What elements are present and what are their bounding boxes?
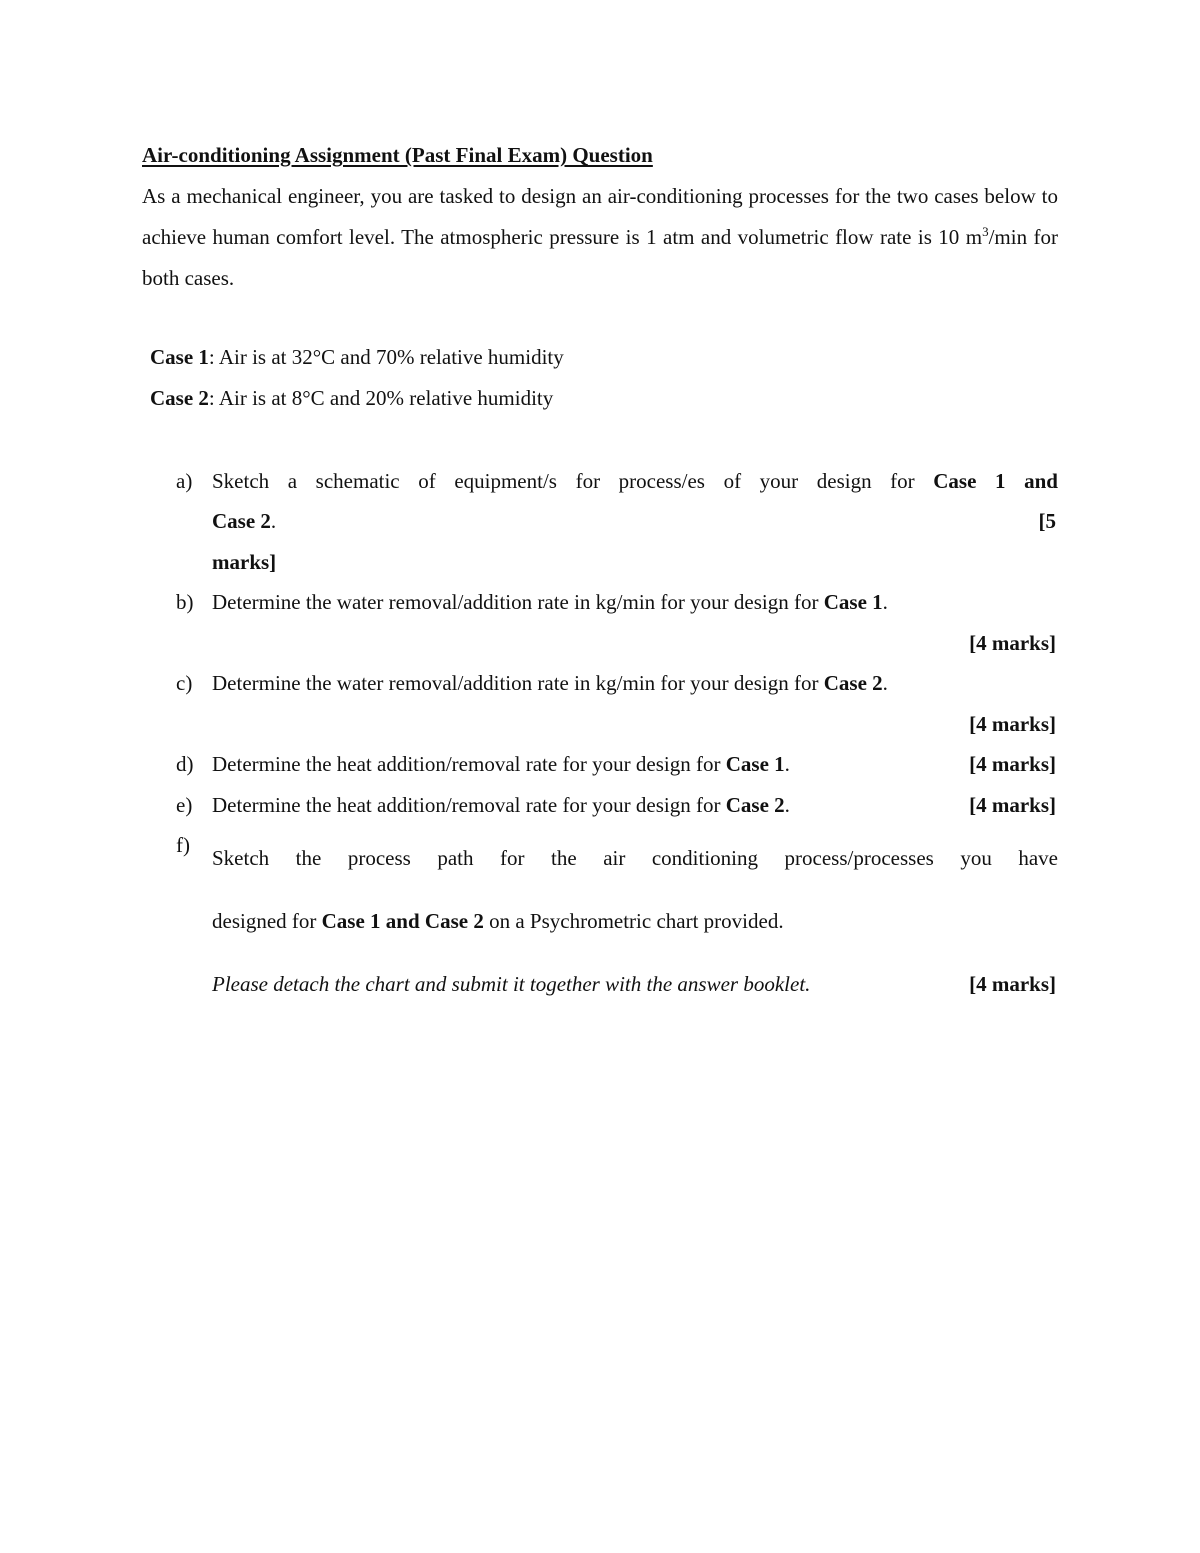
question-c-case: Case 2: [823, 671, 883, 695]
question-f-letter: f): [176, 833, 190, 857]
case-2-line: [150, 386, 553, 411]
question-b-case: Case 1: [823, 590, 883, 614]
case-2-text: : Air is at 8°C and 20% relative humidity: [208, 386, 554, 410]
question-d-marks: [4 marks]: [969, 752, 1056, 776]
question-b-letter: b): [176, 590, 194, 614]
question-a-period: .: [270, 509, 277, 533]
intro-text: As a mechanical engineer, you are tasked to design an air-conditioning processes for the two cases below to achieve human comfort level. The atmospheric pressure is 1 atm and volumetric flow rate is 10 m: [142, 184, 1058, 249]
question-d-case: Case 1: [725, 752, 785, 776]
question-c-body: Determine the water removal/addition rate in kg/min for your design for: [212, 671, 824, 695]
question-f-body: designed for: [212, 909, 322, 933]
question-a-bold: Case 1 and: [933, 469, 1058, 493]
question-c-letter: c): [176, 671, 193, 695]
question-b-body: Determine the water removal/addition rate in kg/min for your design for: [212, 590, 824, 614]
question-e-letter: e): [176, 793, 193, 817]
question-d-letter: d): [176, 752, 194, 776]
intro-text-end: /min for both cases.: [142, 225, 1058, 290]
case-2-label: Case 2: [150, 386, 209, 410]
question-a-marks-open: [5: [1038, 509, 1056, 533]
question-e-text: [212, 793, 790, 818]
question-d-text: [212, 752, 790, 777]
case-1-line: [150, 345, 564, 370]
question-a-line-2: [212, 509, 276, 534]
question-a-text: Sketch a schematic of equipment/s for process/es of your design for: [212, 469, 934, 493]
question-f-instruction: Please detach the chart and submit it together with the answer booklet.: [212, 972, 811, 996]
question-a-case-2: Case 2: [212, 509, 271, 533]
intro-paragraph: [142, 176, 1058, 299]
document-title: Air-conditioning Assignment (Past Final Exam) Question: [142, 143, 653, 167]
intro-superscript: 3: [982, 224, 989, 239]
question-a-letter: a): [176, 469, 193, 493]
question-a-marks-close: marks]: [212, 550, 277, 574]
case-1-text: : Air is at 32°C and 70% relative humidity: [208, 345, 564, 369]
question-c-text: [212, 671, 888, 696]
question-e-body: Determine the heat addition/removal rate for your design for: [212, 793, 726, 817]
question-b-end: .: [882, 590, 888, 614]
question-c-end: .: [882, 671, 888, 695]
question-f-cases: Case 1 and Case 2: [321, 909, 484, 933]
question-b-marks: [4 marks]: [969, 631, 1056, 655]
question-e-case: Case 2: [725, 793, 785, 817]
question-f-line-2: [212, 909, 784, 934]
question-b-text: [212, 590, 888, 615]
case-1-label: Case 1: [150, 345, 209, 369]
question-d-end: .: [784, 752, 790, 776]
question-f-line-1: Sketch the process path for the air conditioning process/processes you have: [212, 846, 1058, 870]
question-e-marks: [4 marks]: [969, 793, 1056, 817]
question-e-end: .: [784, 793, 790, 817]
question-d-body: Determine the heat addition/removal rate for your design for: [212, 752, 726, 776]
question-a-line-1: [212, 469, 1058, 494]
question-f-marks: [4 marks]: [969, 972, 1056, 996]
question-c-marks: [4 marks]: [969, 712, 1056, 736]
question-f-end: on a Psychrometric chart provided.: [483, 909, 784, 933]
